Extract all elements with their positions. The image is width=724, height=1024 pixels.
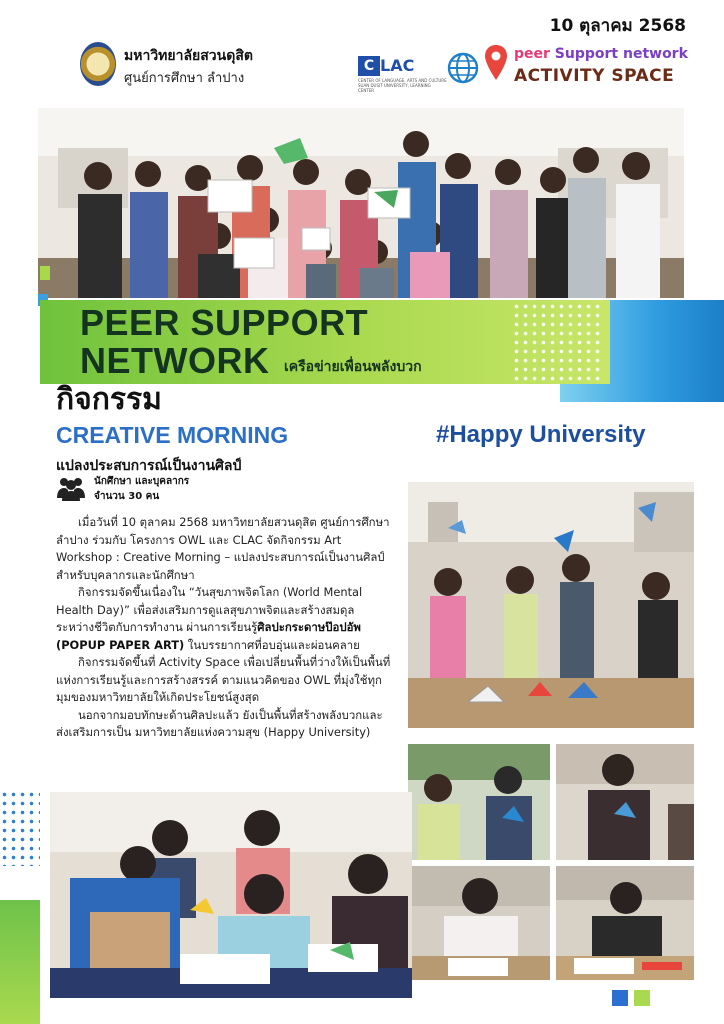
decor-square-green-bottom [634, 990, 650, 1006]
group-photo [38, 108, 684, 298]
boys-with-popup-art-photo [408, 744, 550, 860]
article-body [56, 514, 392, 742]
psn-rest-words: Support network [554, 46, 688, 62]
paragraph-3: กิจกรรมจัดขึ้นที่ Activity Space เพื่อเปลี่ยนพื้นที่ว่างให้เป็นพื้นที่แห่งการเรียนรู้และการสร้างสรรค์ ตามแนวคิดของ OWL ที่มุ่งใช้ทุกมุมของมหาวิทยาลัยให้เกิดประโยชน์สูงสุด [56, 655, 391, 704]
decor-green-bar [0, 900, 40, 1024]
activity-subtitle: แปลงประสบการณ์เป็นงานศิลป์ [56, 458, 242, 474]
participant-count: จำนวน 30 คน [94, 491, 160, 502]
banner-title-thai: เครือข่ายเพื่อนพลังบวก [284, 359, 422, 375]
paragraph-2-text-a: กิจกรรมจัดขึ้นเนื่องใน “วันสุขภาพจิตโลก (World Mental Health Day)” เพื่อส่งเสริมการดูแลสุขภาพจิตและสร้างสมดุลระหว่างชีวิตกับการทำงาน ผ่านการเรียนรู้ [56, 585, 363, 634]
activity-heading: กิจกรรม [56, 382, 162, 417]
decor-dot-pattern-left [0, 790, 40, 866]
psn-peer-word: peer [514, 46, 555, 62]
banner-title-line1: PEER SUPPORT [80, 302, 369, 343]
paragraph-2-text-b: ในบรรยากาศที่อบอุ่นและผ่อนคลาย [184, 637, 360, 652]
clac-logo-text: LAC [380, 56, 415, 75]
location-pin-icon [484, 44, 508, 82]
decor-square-blue-bottom [612, 990, 628, 1006]
paragraph-1: เมื่อวันที่ 10 ตุลาคม 2568 มหาวิทยาลัยสวนดุสิต ศูนย์การศึกษาลำปาง ร่วมกับ โครงการ OWL และ CLAC จัดกิจกรรม Art Workshop : Creative Morning – แปลงประสบการณ์เป็นงานศิลป์ สำหรับบุคลากรและนักศึกษา [56, 515, 390, 582]
children-popup-art-photo [408, 482, 694, 728]
university-seal-logo [80, 42, 116, 86]
paragraph-2 [56, 584, 392, 654]
hashtag: #Happy University [436, 421, 646, 448]
date-label: 10 ตุลาคม 2568 [549, 16, 686, 36]
paragraph-2-highlight: ศิลปะกระดาษป๊อปอัพ (POPUP PAPER ART) [56, 620, 361, 652]
decor-dot-pattern [512, 302, 602, 382]
clac-logo [358, 56, 447, 93]
campus-name: ศูนย์การศึกษา ลำปาง [124, 71, 245, 86]
people-group-icon [56, 474, 86, 502]
clac-logo-letter: C [358, 56, 380, 76]
banner-title-line2: NETWORK [80, 340, 270, 381]
woman-with-popup-art-photo [556, 744, 694, 860]
woman-coloring-photo [556, 866, 694, 980]
woman-drawing-photo [408, 866, 550, 980]
workshop-participants-photo [50, 792, 412, 998]
globe-icon [447, 52, 479, 84]
audience-label: นักศึกษา และบุคลากร [94, 476, 190, 487]
activity-name: CREATIVE MORNING [56, 422, 289, 448]
peer-support-network-logo-text [514, 46, 688, 62]
decor-square-green [40, 266, 50, 280]
activity-space-logo-text: ACTIVITY SPACE [514, 66, 675, 86]
paragraph-4: นอกจากมอบทักษะด้านศิลปะแล้ว ยังเป็นพื้นที่สร้างพลังบวกและส่งเสริมการเป็น มหาวิทยาลัยแห่งความสุข (Happy University) [56, 707, 383, 739]
university-name: มหาวิทยาลัยสวนดุสิต [124, 48, 253, 64]
clac-logo-subtext: CENTER OF LANGUAGE, ARTS AND CULTURE SUAN DUSIT UNIVERSITY, LEARNING CENTER [358, 78, 447, 93]
